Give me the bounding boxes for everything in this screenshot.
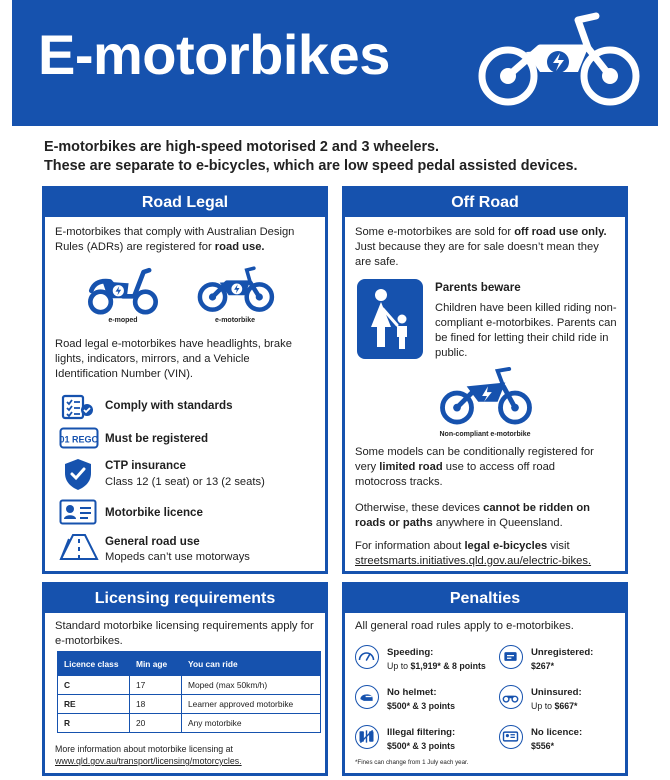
dirt-bike-label: Non-compliant e-motorbike — [439, 431, 531, 438]
penalties-heading: Penalties — [345, 585, 625, 613]
licensing-more-info: More information about motorbike licensing at www.qld.gov.au/transport/licensing/motorcycles. — [55, 744, 242, 766]
page-title: E-motorbikes — [38, 23, 390, 86]
penalty-no-licence-title: No licence: — [531, 727, 583, 738]
licence-card-icon — [499, 725, 523, 749]
road-legal-heading: Road Legal — [45, 189, 325, 217]
licence-class-cell: RE — [58, 695, 130, 714]
table-row — [58, 714, 321, 733]
penalty-no-licence-amount: $556* — [531, 741, 554, 751]
table-row — [58, 676, 321, 695]
e-motorbike-label: e-motorbike — [214, 317, 256, 324]
penalty-uninsured-amount: Up to $667* — [531, 701, 578, 711]
min-age-cell: 17 — [130, 676, 182, 695]
licence-class-cell: R — [58, 714, 130, 733]
parents-beware-text: Children have been killed riding non-compliant e-motorbikes. Parents can be fined for letting their child ride in public. — [435, 302, 617, 359]
penalties-intro: All general road rules apply to e-motorbikes. — [355, 620, 574, 632]
req-road-use-title: General road use — [105, 535, 200, 548]
e-moped-label: e-moped — [108, 317, 138, 324]
road-legal-para-2: Road legal e-motorbikes have headlights, brake lights, indicators, mirrors, and a Vehicle Identification Number (VIN). — [55, 338, 292, 380]
speedometer-icon — [355, 645, 379, 669]
can-ride-cell: Learner approved motorbike — [182, 695, 321, 714]
shield-check-icon — [63, 457, 93, 491]
checklist-icon — [59, 393, 95, 421]
licensing-panel — [42, 582, 328, 776]
req-registered-title: Must be registered — [105, 432, 209, 445]
road-icon — [59, 533, 99, 561]
licence-card-icon — [59, 499, 97, 525]
col-licence-class: Licence class — [58, 652, 130, 676]
licence-table — [57, 651, 321, 733]
helmet-icon — [355, 685, 379, 709]
can-ride-cell: Any motorbike — [182, 714, 321, 733]
licensing-heading: Licensing requirements — [45, 585, 325, 613]
min-age-cell: 20 — [130, 714, 182, 733]
number-plate-icon — [499, 645, 523, 669]
penalty-unregistered-title: Unregistered: — [531, 647, 594, 658]
e-motorbike-icon — [470, 8, 646, 112]
req-comply-title: Comply with standards — [105, 399, 233, 412]
col-you-can-ride: You can ride — [182, 652, 321, 676]
table-row — [58, 695, 321, 714]
penalty-filtering-title: Illegal filtering: — [387, 727, 456, 738]
number-plate-text: 01 REGO — [59, 434, 99, 445]
off-road-para-2: Some models can be conditionally registered for very limited road use to access off road motocross tracks. — [355, 446, 594, 488]
req-licence-title: Motorbike licence — [105, 506, 203, 519]
penalties-footnote: *Fines can change from 1 July each year. — [355, 759, 469, 766]
road-legal-para-1: E-motorbikes that comply with Australian Design Rules (ADRs) are registered for road use. — [55, 226, 295, 253]
penalty-no-helmet-amount: $500* & 3 points — [387, 701, 455, 711]
e-motorbike-icon — [190, 261, 280, 315]
off-road-para-3: Otherwise, these devices cannot be ridden on roads or paths anywhere in Queensland. — [355, 502, 590, 529]
dirt-bike-icon — [437, 367, 535, 425]
intro-line-1: E-motorbikes are high-speed motorised 2 and 3 wheelers. — [44, 139, 440, 155]
number-plate-icon — [59, 427, 99, 449]
min-age-cell: 18 — [130, 695, 182, 714]
licensing-link[interactable]: www.qld.gov.au/transport/licensing/motorcycles. — [55, 756, 242, 766]
penalty-filtering-amount: $500* & 3 points — [387, 741, 455, 751]
off-road-para-1: Some e-motorbikes are sold for off road use only. Just because they are for sale doesn’t mean they are safe. — [355, 226, 607, 268]
req-ctp-sub: Class 12 (1 seat) or 13 (2 seats) — [105, 476, 265, 488]
filtering-icon — [355, 725, 379, 749]
penalty-speeding-amount: Up to $1,919* & 8 points — [387, 661, 486, 671]
e-moped-icon — [83, 259, 163, 315]
req-road-use-sub: Mopeds can’t use motorways — [105, 551, 250, 563]
motorbike-icon — [499, 685, 523, 709]
penalty-uninsured-title: Uninsured: — [531, 687, 582, 698]
penalty-speeding-title: Speeding: — [387, 647, 434, 658]
intro-text — [44, 138, 644, 176]
intro-line-2: These are separate to e-bicycles, which are low speed pedal assisted devices. — [44, 158, 578, 174]
parents-beware-title: Parents beware — [435, 281, 521, 294]
road-legal-panel — [42, 186, 328, 574]
header-banner — [12, 0, 658, 126]
off-road-para-4: For information about legal e-bicycles visit streetsmarts.initiatives.qld.gov.au/electric-bikes. — [355, 540, 592, 567]
req-ctp-title: CTP insurance — [105, 459, 186, 472]
penalty-no-helmet-title: No helmet: — [387, 687, 437, 698]
can-ride-cell: Moped (max 50km/h) — [182, 676, 321, 695]
table-header-row — [58, 652, 321, 676]
electric-bikes-link[interactable]: streetsmarts.initiatives.qld.gov.au/electric-bikes. — [355, 555, 592, 567]
parent-child-icon — [357, 279, 423, 359]
col-min-age: Min age — [130, 652, 182, 676]
licensing-intro: Standard motorbike licensing requirements apply for e-motorbikes. — [55, 620, 314, 647]
penalties-panel — [342, 582, 628, 776]
licence-class-cell: C — [58, 676, 130, 695]
penalty-unregistered-amount: $267* — [531, 661, 554, 671]
off-road-heading: Off Road — [345, 189, 625, 217]
off-road-panel — [342, 186, 628, 574]
